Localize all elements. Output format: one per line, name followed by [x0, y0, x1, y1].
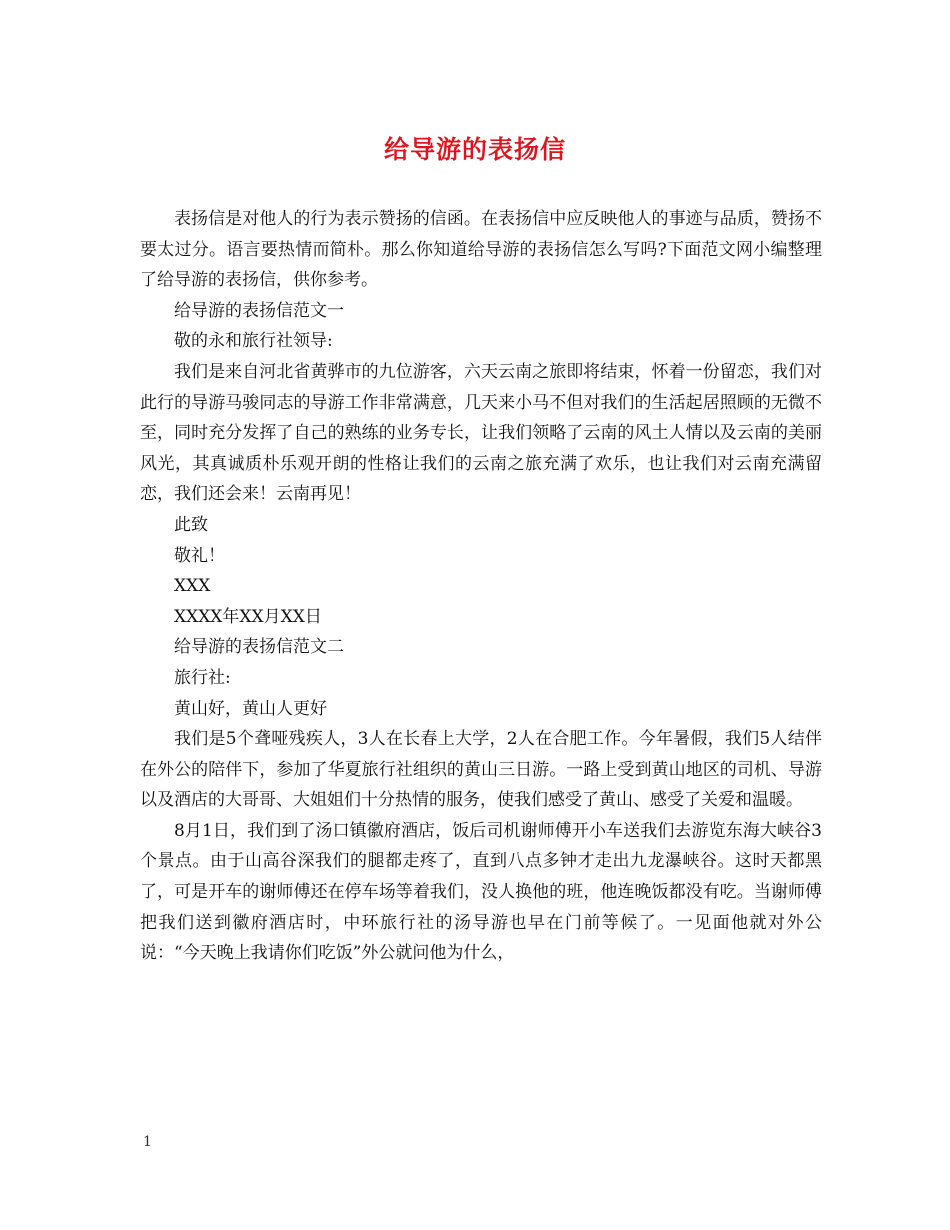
page-number: 1 [143, 1134, 152, 1150]
paragraph-signature: XXX [174, 576, 211, 597]
paragraph-date: XXXX年XX月XX日 [174, 606, 322, 627]
paragraph-closing-cizhi: 此致 [174, 514, 208, 535]
paragraph-intro: 表扬信是对他人的行为表示赞扬的信函。在表扬信中应反映他人的事迹与品质，赞扬不要太过分。语言要热情而简朴。那么你知道给导游的表扬信怎么写吗?下面范文网小编整理了给导游的表扬信，供你参考。 [140, 209, 822, 291]
paragraph-letter-two-subtitle: 黄山好，黄山人更好 [174, 698, 327, 719]
paragraph-letter-two-body-2: 8月1日，我们到了汤口镇徽府酒店，饭后司机谢师傅开小车送我们去游览东海大峡谷3个景点。由于山高谷深我们的腿都走疼了，直到八点多钟才走出九龙瀑峡谷。这时天都黑了，可是开车的谢师傅还在停车场等着我们，没人换他的班，他连晚饭都没有吃。当谢师傅把我们送到徽府酒店时，中环旅行社的汤导游也早在门前等候了。一见面他就对外公说：“今天晚上我请你们吃饭”外公就问他为什么， [140, 820, 822, 964]
paragraph-sample-one-heading: 给导游的表扬信范文一 [174, 300, 344, 321]
paragraph-closing-jingli: 敬礼！ [174, 545, 225, 566]
paragraph-salutation-two: 旅行社: [174, 667, 231, 688]
document-body [140, 204, 822, 969]
paragraph-sample-two-heading: 给导游的表扬信范文二 [174, 637, 344, 658]
paragraph-letter-one-body: 我们是来自河北省黄骅市的九位游客，六天云南之旅即将结束，怀着一份留恋，我们对此行的导游马骏同志的导游工作非常满意，几天来小马不但对我们的生活起居照顾的无微不至，同时充分发挥了自己的熟练的业务专长，让我们领略了云南的风土人情以及云南的美丽风光，其真诚质朴乐观开朗的性格让我们的云南之旅充满了欢乐，也让我们对云南充满留恋，我们还会来！云南再见！ [140, 361, 822, 505]
paragraph-salutation-one: 敬的永和旅行社领导: [174, 331, 333, 352]
document-title: 给导游的表扬信 [383, 135, 566, 164]
paragraph-letter-two-body-1: 我们是5个聋哑残疾人，3人在长春上大学，2人在合肥工作。今年暑假，我们5人结伴在外公的陪伴下，参加了华夏旅行社组织的黄山三日游。一路上受到黄山地区的司机、导游以及酒店的大哥哥、大姐姐们十分热情的服务，使我们感受了黄山、感受了关爱和温暖。 [140, 729, 822, 811]
